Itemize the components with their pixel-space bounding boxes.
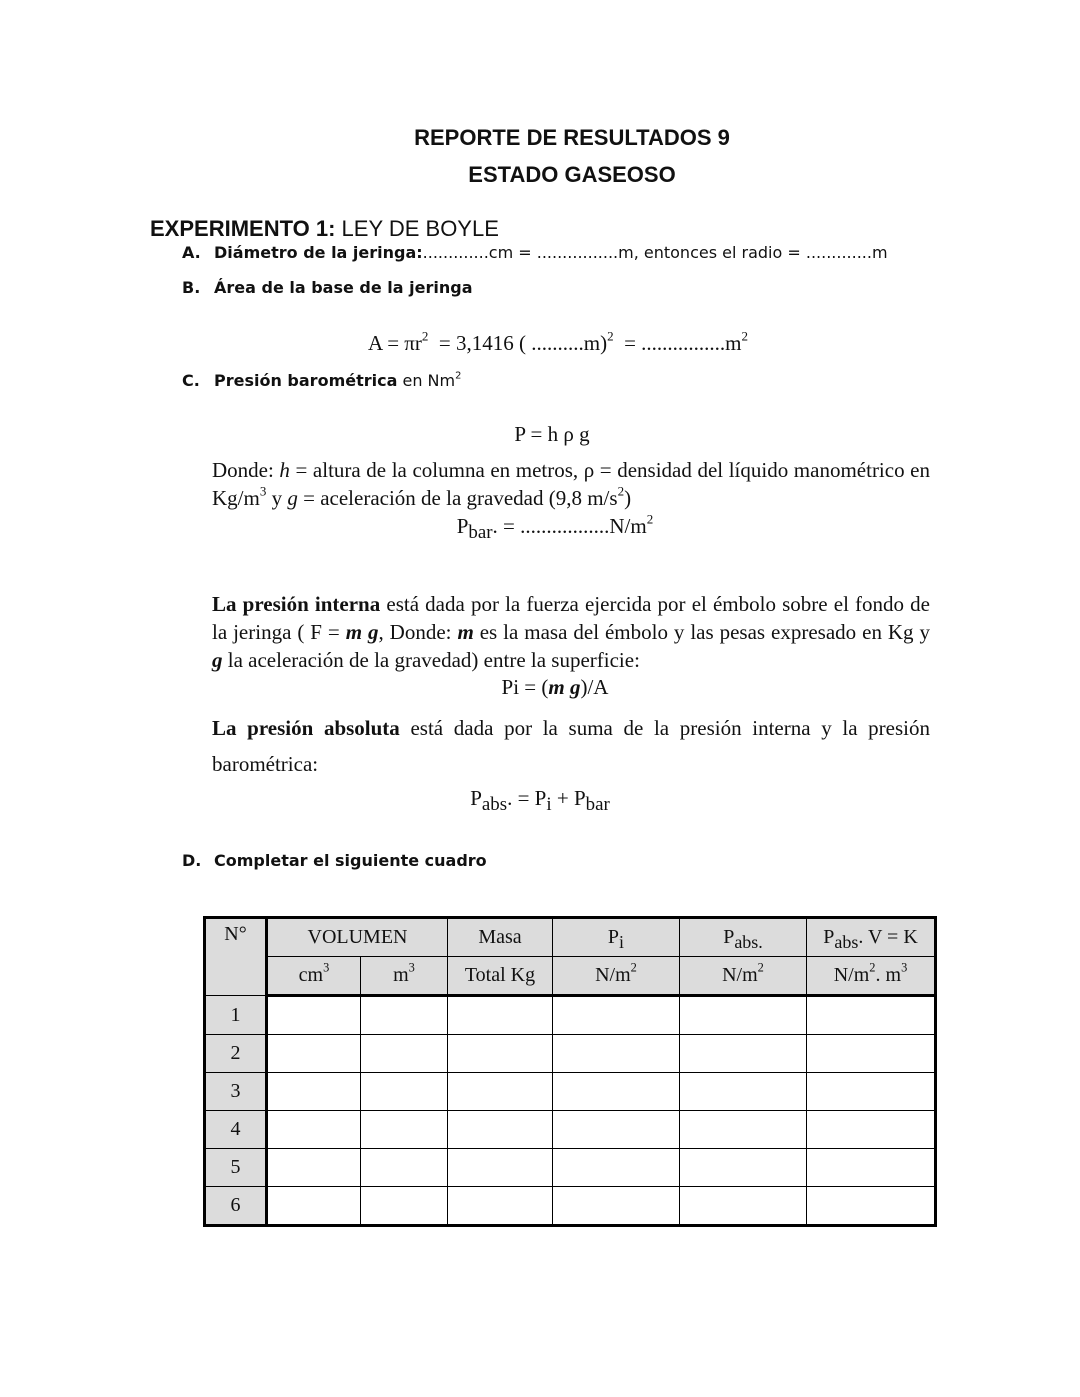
cell-pi[interactable]	[553, 1073, 680, 1111]
table-row	[205, 1187, 936, 1226]
cell-m3[interactable]	[361, 1149, 448, 1187]
cell-pv[interactable]	[807, 996, 936, 1035]
interna-text: está dada por la fuerza ejercida por el émbolo sobre el fondo de la jeringa ( F =	[212, 592, 930, 644]
interna-m: m	[457, 620, 474, 644]
header-pv-unit2: . m	[875, 964, 902, 986]
pabs-sub: i	[546, 794, 552, 816]
table-row	[205, 1035, 936, 1073]
cell-pabs[interactable]	[680, 996, 807, 1035]
cell-m3[interactable]	[361, 1035, 448, 1073]
cell-masa[interactable]	[448, 1073, 553, 1111]
item-a-text: .............cm = ................m, entonces el radio = .............m	[422, 243, 888, 262]
item-d-letter: D.	[182, 851, 202, 870]
header-pi	[553, 918, 680, 957]
interna-text: es la masa del émbolo y las pesas expresado en Kg y	[473, 620, 930, 644]
header-pv-unit-text: N/m	[833, 964, 870, 986]
experiment-label: EXPERIMENTO 1:	[150, 216, 336, 241]
table-row	[205, 1111, 936, 1149]
header-masa: Masa	[448, 918, 553, 957]
cell-pi[interactable]	[553, 1187, 680, 1226]
header-masa-unit: Total Kg	[448, 957, 553, 996]
cell-masa[interactable]	[448, 996, 553, 1035]
header-exp: 2	[869, 960, 876, 975]
cell-pabs[interactable]	[680, 1149, 807, 1187]
formula-area-right: = ................m	[613, 331, 742, 355]
formula-pi-mg: m g	[548, 675, 581, 699]
formula-area-left: A = πr	[367, 331, 422, 355]
cell-cm3[interactable]	[267, 1073, 361, 1111]
experiment-heading	[150, 216, 499, 242]
cell-pv[interactable]	[807, 1073, 936, 1111]
item-c-label: Presión barométrica	[214, 371, 398, 390]
cell-pi[interactable]	[553, 1111, 680, 1149]
formula-area-mid: = 3,1416 ( ..........m)	[428, 331, 608, 355]
formula-pressure: P = h ρ g	[514, 422, 590, 446]
interna-text: , Donde:	[378, 620, 458, 644]
interna-paragraph	[212, 590, 930, 674]
formula-pi-right: )/A	[580, 675, 609, 699]
header-pi-unit	[553, 957, 680, 996]
cell-cm3[interactable]	[267, 1111, 361, 1149]
cell-pv[interactable]	[807, 1149, 936, 1187]
formula-pi	[0, 675, 1080, 700]
cell-masa[interactable]	[448, 1111, 553, 1149]
header-cm3-text: cm	[298, 964, 324, 986]
cell-pabs[interactable]	[680, 1073, 807, 1111]
formula-pi-left: Pi = (	[501, 675, 549, 699]
cell-masa[interactable]	[448, 1187, 553, 1226]
interna-bold: La presión interna	[212, 592, 381, 616]
cell-cm3[interactable]	[267, 996, 361, 1035]
header-pv-sub: abs	[834, 932, 859, 952]
pabs-plus: + P	[551, 786, 586, 810]
item-d-label: Completar el siguiente cuadro	[214, 851, 487, 870]
item-a-letter: A.	[182, 243, 201, 262]
cell-pi[interactable]	[553, 1149, 680, 1187]
donde-exp: 2	[617, 483, 625, 499]
cell-pv[interactable]	[807, 1111, 936, 1149]
item-d	[182, 851, 487, 870]
results-table	[203, 916, 937, 1227]
donde-text: )	[624, 486, 632, 510]
formula-area	[0, 328, 1080, 356]
header-exp: 3	[408, 960, 415, 975]
pbar-sub: bar	[468, 522, 493, 544]
item-c-suffix: en Nm	[397, 371, 456, 390]
cell-m3[interactable]	[361, 996, 448, 1035]
cell-m3[interactable]	[361, 1187, 448, 1226]
formula-pabs	[0, 786, 1080, 816]
table-subheader-row	[205, 957, 936, 996]
header-pabs-unit-text: N/m	[722, 964, 758, 986]
pbar-exp: 2	[646, 511, 654, 527]
item-a-label: Diámetro de la jeringa:	[214, 243, 423, 262]
donde-h: h	[279, 458, 290, 482]
item-a	[182, 243, 888, 262]
header-pabs-sub: abs.	[734, 932, 763, 952]
cell-m3[interactable]	[361, 1111, 448, 1149]
experiment-name: LEY DE BOYLE	[341, 216, 499, 241]
header-exp: 2	[630, 960, 637, 975]
row-number: 5	[205, 1149, 267, 1187]
header-no: N°	[205, 918, 267, 996]
formula-area-exp: 2	[741, 328, 749, 344]
row-number: 3	[205, 1073, 267, 1111]
donde-paragraph	[212, 456, 930, 512]
item-b-letter: B.	[182, 278, 201, 297]
header-volumen: VOLUMEN	[267, 918, 448, 957]
header-pabs	[680, 918, 807, 957]
interna-mg: m g	[345, 620, 379, 644]
pabs-p: P	[470, 786, 482, 810]
formula-pbar	[0, 511, 1080, 544]
header-pv-rest: . V = K	[858, 926, 918, 948]
cell-cm3[interactable]	[267, 1187, 361, 1226]
cell-pv[interactable]	[807, 1187, 936, 1226]
cell-pabs[interactable]	[680, 1187, 807, 1226]
donde-text: Donde:	[212, 458, 280, 482]
header-pabs-p: P	[723, 926, 735, 948]
donde-g: g	[287, 486, 298, 510]
header-m3-text: m	[393, 964, 409, 986]
header-m3	[361, 957, 448, 996]
cell-pv[interactable]	[807, 1035, 936, 1073]
report-title: REPORTE DE RESULTADOS 9	[414, 125, 730, 150]
item-c-letter: C.	[182, 371, 200, 390]
cell-pabs[interactable]	[680, 1111, 807, 1149]
item-c	[182, 371, 461, 390]
item-b-label: Área de la base de la jeringa	[214, 278, 473, 297]
table-row	[205, 996, 936, 1035]
header-pi-sub: i	[619, 932, 625, 952]
row-number: 1	[205, 996, 267, 1035]
header-pv-unit	[807, 957, 936, 996]
header-pi-unit-text: N/m	[595, 964, 631, 986]
header-pv-p: P	[823, 926, 835, 948]
pbar-p: P	[456, 514, 469, 538]
interna-text: la aceleración de la gravedad) entre la superficie:	[222, 648, 640, 672]
item-c-exp: 2	[455, 370, 462, 382]
absoluta-text: está dada por la suma de la presión interna y la presión barométrica:	[212, 716, 931, 776]
header-cm3	[267, 957, 361, 996]
interna-g: g	[212, 648, 223, 672]
header-pi-p: P	[607, 926, 620, 948]
formula-area-exp: 2	[607, 328, 614, 344]
pabs-mid: . = P	[507, 786, 547, 810]
cell-masa[interactable]	[448, 1149, 553, 1187]
absoluta-bold: La presión absoluta	[212, 716, 400, 740]
table-header-row	[205, 918, 936, 957]
cell-pi[interactable]	[553, 1035, 680, 1073]
pabs-sub: abs	[481, 794, 508, 816]
pbar-text: . = .................N/m	[492, 514, 647, 538]
cell-masa[interactable]	[448, 1035, 553, 1073]
header-exp: 2	[757, 960, 764, 975]
donde-text: y	[266, 486, 288, 510]
header-pabs-unit	[680, 957, 807, 996]
donde-exp: 3	[259, 483, 267, 499]
row-number: 4	[205, 1111, 267, 1149]
header-exp: 3	[323, 960, 330, 975]
cell-m3[interactable]	[361, 1073, 448, 1111]
pabs-sub: bar	[585, 794, 610, 816]
donde-text: = altura de la columna en metros, ρ = densidad del líquido manométrico en Kg/m	[212, 458, 930, 510]
cell-cm3[interactable]	[267, 1035, 361, 1073]
cell-pabs[interactable]	[680, 1035, 807, 1073]
header-pv	[807, 918, 936, 957]
absoluta-paragraph	[212, 710, 930, 782]
cell-cm3[interactable]	[267, 1149, 361, 1187]
donde-text: = aceleración de la gravedad (9,8 m/s	[297, 486, 618, 510]
formula-area-exp: 2	[421, 328, 429, 344]
cell-pi[interactable]	[553, 996, 680, 1035]
row-number: 2	[205, 1035, 267, 1073]
table-row	[205, 1073, 936, 1111]
item-b	[182, 278, 473, 297]
header-exp: 3	[901, 960, 908, 975]
row-number: 6	[205, 1187, 267, 1226]
table-row	[205, 1149, 936, 1187]
report-subtitle: ESTADO GASEOSO	[468, 162, 676, 187]
